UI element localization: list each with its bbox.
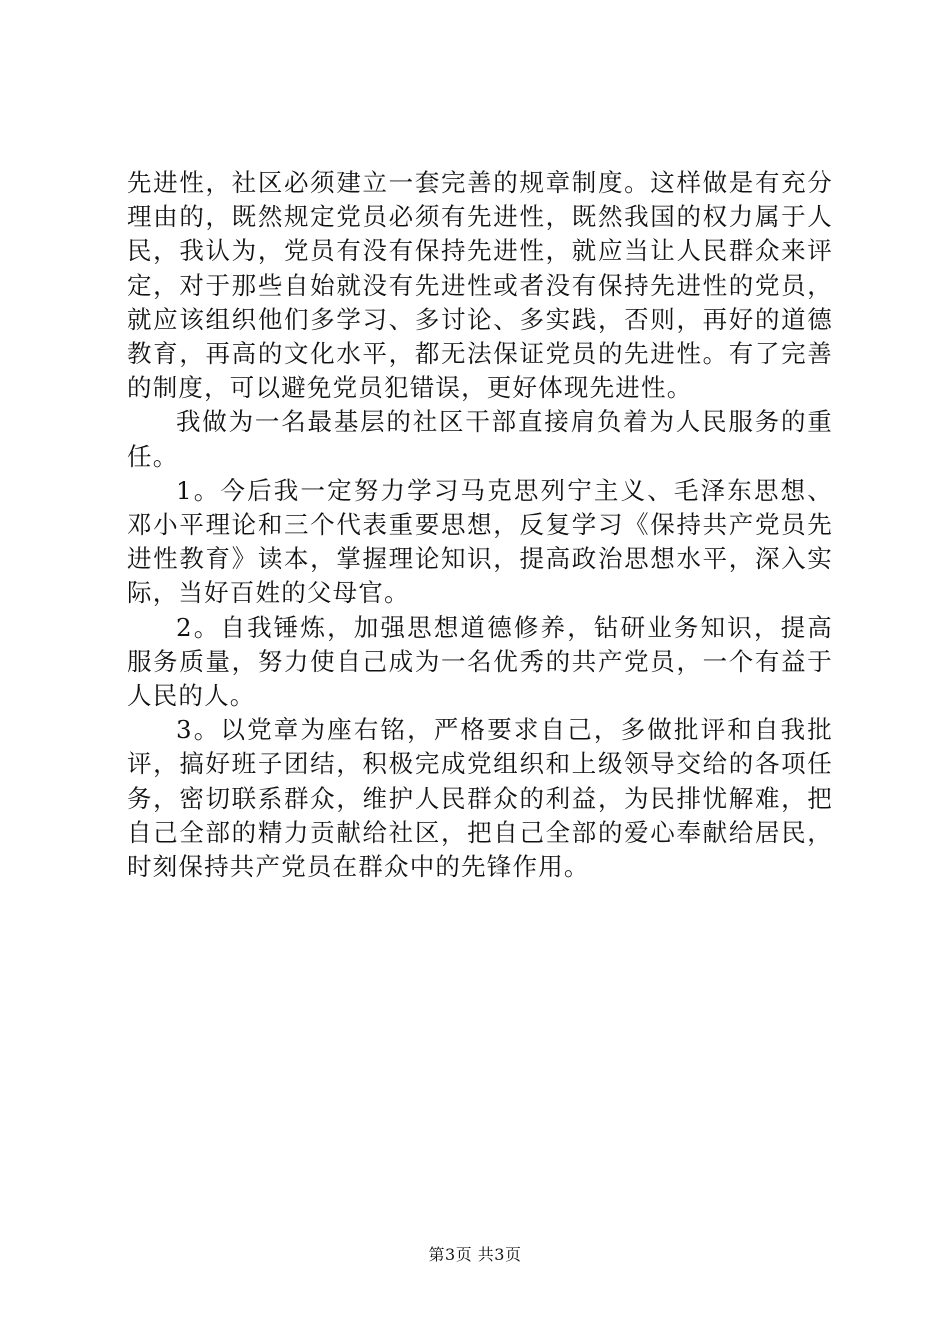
document-body [127, 166, 833, 884]
page-number-footer: 第3页 共3页 [428, 1245, 522, 1264]
paragraph-item-3: 3。以党章为座右铭，严格要求自己，多做批评和自我批评，搞好班子团结，积极完成党组织和上级领导交给的各项任务，密切联系群众，维护人民群众的利益，为民排忧解难，把自己全部的精力贡献给社区，把自己全部的爱心奉献给居民，时刻保持共产党员在群众中的先锋作用。 [127, 715, 833, 882]
paragraph-duty: 我做为一名最基层的社区干部直接肩负着为人民服务的重任。 [127, 407, 833, 471]
paragraph-item-2: 2。自我锤炼，加强思想道德修养，钻研业务知识，提高服务质量，努力使自己成为一名优秀的共产党员，一个有益于人民的人。 [127, 612, 833, 711]
paragraph-continuation: 先进性，社区必须建立一套完善的规章制度。这样做是有充分理由的，既然规定党员必须有先进性，既然我国的权力属于人民，我认为，党员有没有保持先进性，就应当让人民群众来评定，对于那些自始就没有先进性或者没有保持先进性的党员，就应该组织他们多学习、多讨论、多实践，否则，再好的道德教育，再高的文化水平，都无法保证党员的先进性。有了完善的制度，可以避免党员犯错误，更好体现先进性。 [127, 168, 833, 403]
paragraph-item-1: 1。今后我一定努力学习马克思列宁主义、毛泽东思想、邓小平理论和三个代表重要思想，反复学习《保持共产党员先进性教育》读本，掌握理论知识，提高政治思想水平，深入实际，当好百姓的父母官。 [127, 475, 833, 608]
